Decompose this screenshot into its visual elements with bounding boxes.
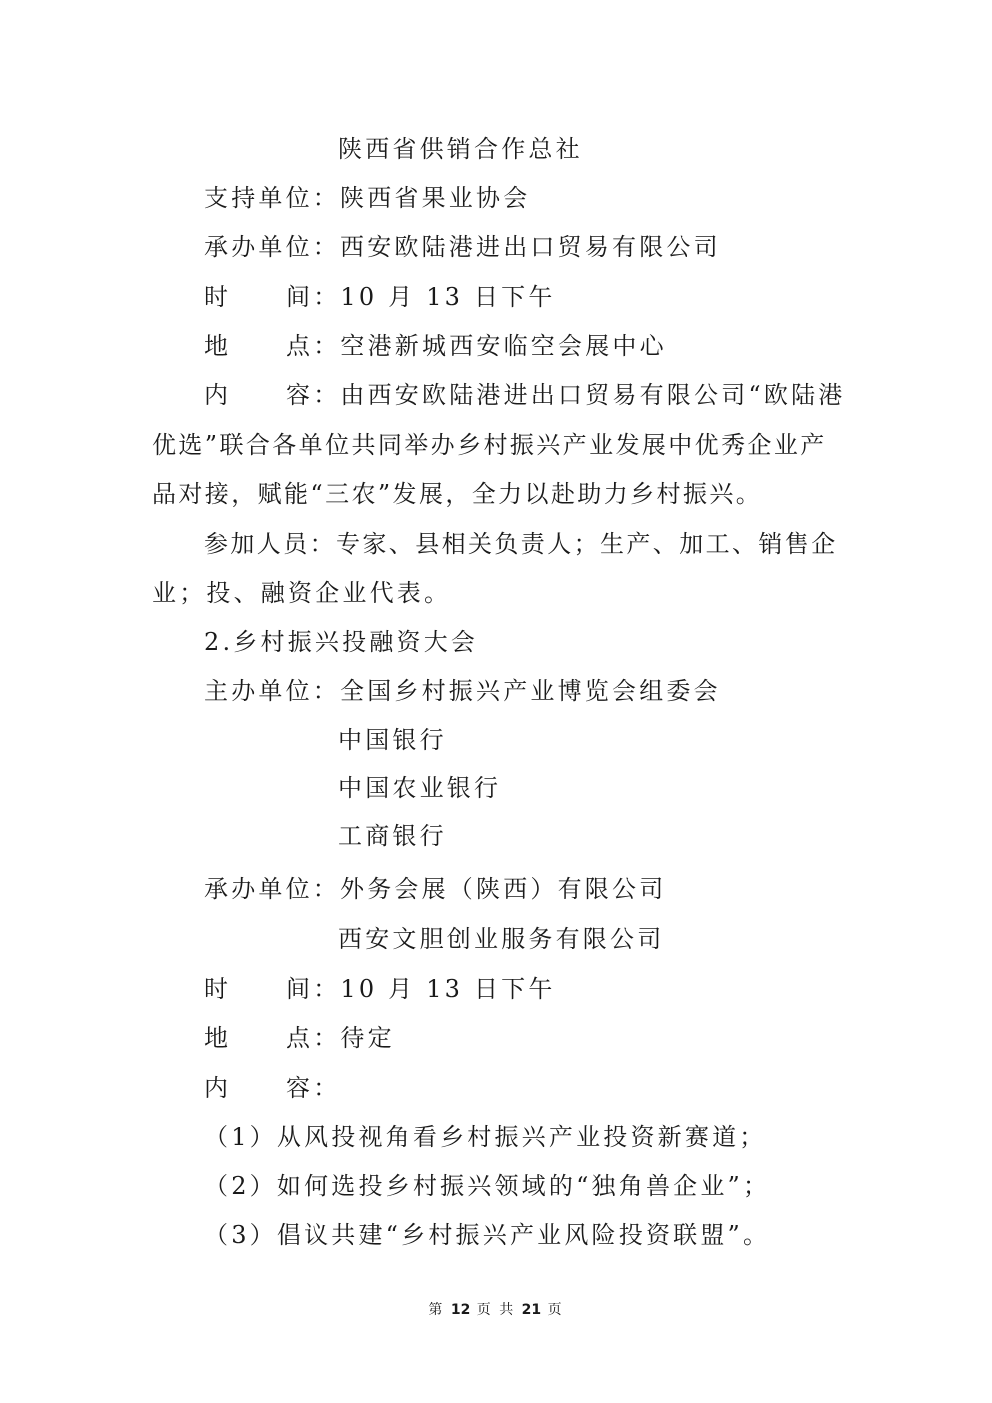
time-label-second-2: 间： — [286, 975, 341, 1003]
support-unit-label: 支持单位： — [204, 184, 340, 212]
time-row-2 — [204, 973, 556, 1005]
footer-prefix: 第 — [428, 1302, 445, 1318]
section-2-heading: 2.乡村振兴投融资大会 — [204, 628, 479, 656]
organizer-4: 工商银行 — [338, 822, 447, 850]
content-line-2: 优选”联合各单位共同举办乡村振兴产业发展中优秀企业产 — [152, 431, 827, 459]
content-line-3: 品对接，赋能“三农”发展，全力以赴助力乡村振兴。 — [152, 480, 763, 508]
place-label-first: 地 — [204, 332, 232, 360]
content-item-2: （2）如何选投乡村振兴领域的“独角兽企业”； — [204, 1172, 771, 1200]
place-value-2: 待定 — [340, 1024, 395, 1052]
time-label-second: 间： — [286, 283, 341, 311]
footer-middle: 页 共 — [476, 1302, 516, 1318]
place-value: 空港新城西安临空会展中心 — [340, 332, 667, 360]
time-value: 10 月 13 日下午 — [340, 283, 556, 311]
participants-line-1: 参加人员：专家、县相关负责人；生产、加工、销售企 — [204, 530, 838, 558]
time-label-first: 时 — [204, 283, 232, 311]
place-label-first-2: 地 — [204, 1024, 232, 1052]
organizer-2: 中国银行 — [338, 726, 447, 754]
current-page-number: 12 — [450, 1302, 471, 1318]
place-label-second: 点： — [286, 332, 341, 360]
content-label-second: 容： — [286, 381, 341, 409]
organizer-row — [204, 675, 721, 707]
time-value-2: 10 月 13 日下午 — [340, 975, 556, 1003]
organizer-3: 中国农业银行 — [338, 774, 502, 802]
participants-line-2: 业；投、融资企业代表。 — [152, 579, 452, 607]
place-row — [204, 330, 667, 362]
place-label-second-2: 点： — [286, 1024, 341, 1052]
host-label-2: 承办单位： — [204, 875, 340, 903]
host-unit-label: 承办单位： — [204, 233, 340, 261]
organizer-continuation: 陕西省供销合作总社 — [338, 135, 583, 163]
content-row — [204, 379, 845, 411]
content-row-2 — [204, 1072, 340, 1104]
content-label-first: 内 — [204, 381, 232, 409]
content-line-1: 由西安欧陆港进出口贸易有限公司“欧陆港 — [340, 381, 846, 409]
content-label-second-2: 容： — [286, 1074, 341, 1102]
footer-suffix: 页 — [547, 1302, 564, 1318]
content-item-3: （3）倡议共建“乡村振兴产业风险投资联盟”。 — [204, 1221, 771, 1249]
page-footer — [0, 1300, 992, 1320]
total-page-number: 21 — [521, 1302, 542, 1318]
time-label-first-2: 时 — [204, 975, 232, 1003]
host-row-2 — [204, 873, 666, 905]
place-row-2 — [204, 1022, 395, 1054]
time-row — [204, 281, 556, 313]
host-unit-row — [204, 231, 721, 263]
support-unit-row — [204, 182, 530, 214]
content-item-1: （1）从风投视角看乡村振兴产业投资新赛道； — [204, 1123, 767, 1151]
support-unit-value: 陕西省果业协会 — [340, 184, 531, 212]
organizer-1: 全国乡村振兴产业博览会组委会 — [340, 677, 721, 705]
organizer-label: 主办单位： — [204, 677, 340, 705]
host-1: 外务会展（陕西）有限公司 — [340, 875, 667, 903]
host-2: 西安文胆创业服务有限公司 — [338, 925, 665, 953]
content-label-first-2: 内 — [204, 1074, 232, 1102]
host-unit-value: 西安欧陆港进出口贸易有限公司 — [340, 233, 721, 261]
